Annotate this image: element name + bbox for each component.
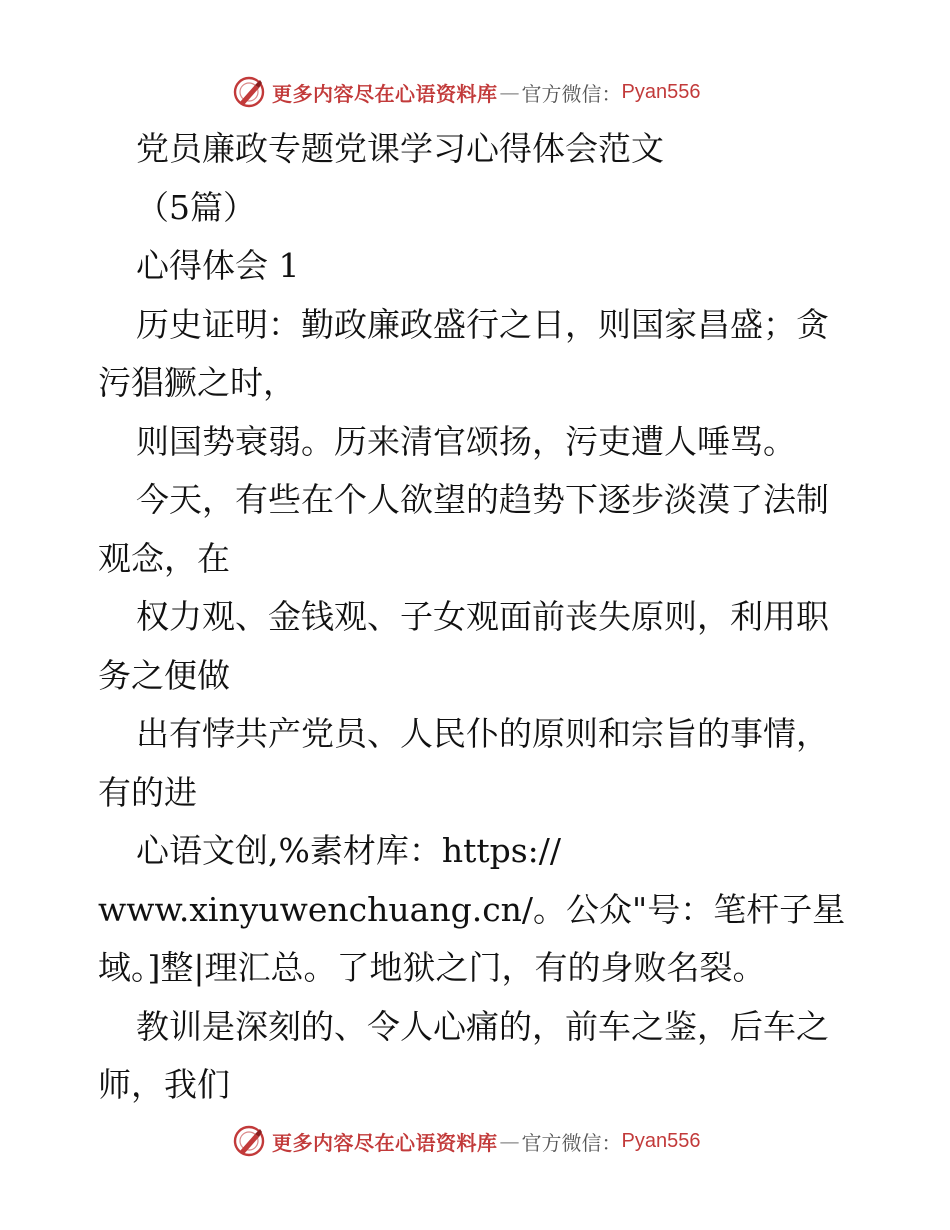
text-line: 域。]整|理汇总。了地狱之门，有的身败名裂。 xyxy=(98,948,766,987)
banner-wechat-label: 官方微信： xyxy=(521,81,622,106)
banner-title: 更多内容尽在心语资料库 xyxy=(272,81,498,106)
text-line: 有的进 xyxy=(98,772,197,812)
banner-wechat-id: Pyan556 xyxy=(621,1129,701,1152)
text-line: 教训是深刻的、令人心痛的，前车之鉴，后车之 xyxy=(136,1006,829,1046)
text-line: 心语文创,%素材库：https:// xyxy=(136,831,562,870)
banner-wechat-label: 官方微信： xyxy=(521,1130,622,1155)
text-line: 出有悖共产党员、人民仆的原则和宗旨的事情， xyxy=(136,714,829,753)
banner-wechat-id: Pyan556 xyxy=(621,80,701,103)
text-line: 师，我们 xyxy=(98,1065,230,1104)
header-banner[interactable] xyxy=(232,72,732,112)
footer-banner[interactable] xyxy=(232,1121,732,1161)
banner-separator: — xyxy=(499,80,520,104)
banner-title: 更多内容尽在心语资料库 xyxy=(272,1130,498,1155)
text-line: 权力观、金钱观、子女观面前丧失原则，利用职 xyxy=(136,597,829,636)
banner-separator: — xyxy=(499,1129,520,1153)
text-line: 污猖獗之时， xyxy=(98,363,296,402)
text-line: 观念，在 xyxy=(98,538,230,578)
pen-nib-circle-icon xyxy=(232,75,266,109)
text-line: 历史证明：勤政廉政盛行之日，则国家昌盛；贪 xyxy=(136,304,829,344)
text-line: 心得体会 1 xyxy=(136,246,300,285)
text-line: 则国势衰弱。历来清官颂扬，污吏遭人唾骂。 xyxy=(136,421,796,461)
text-line: 今天，有些在个人欲望的趋势下逐步淡漠了法制 xyxy=(136,480,829,519)
pen-nib-circle-icon xyxy=(232,1124,266,1158)
text-line: 党员廉政专题党课学习心得体会范文 xyxy=(136,129,664,168)
text-line: www.xinyuwenchuang.cn/。公众"号：笔杆子星 xyxy=(98,889,846,929)
document-body xyxy=(98,120,858,1115)
text-line: 务之便做 xyxy=(98,655,230,695)
text-line: （5篇） xyxy=(136,187,256,227)
